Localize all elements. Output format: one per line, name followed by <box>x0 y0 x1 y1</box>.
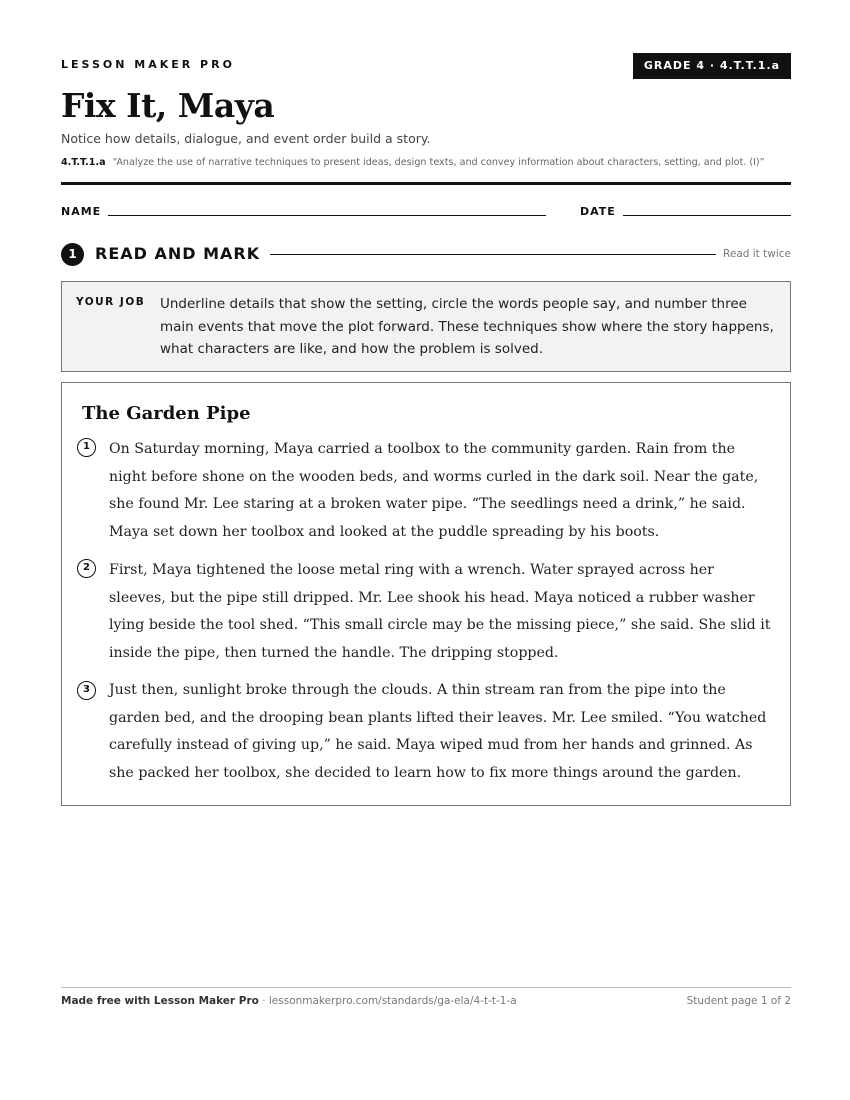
standard-line <box>61 157 791 168</box>
standard-text: “Analyze the use of narrative techniques to present ideas, design texts, and convey information about characters, setting, and plot. (I)” <box>112 157 765 168</box>
name-line[interactable] <box>108 215 546 216</box>
worksheet-page <box>61 0 791 1100</box>
story-box <box>61 382 791 806</box>
section-divider <box>270 254 716 255</box>
paragraph-number-1: 1 <box>77 438 96 457</box>
brand-name: LESSON MAKER PRO <box>61 58 235 71</box>
paragraph-number-2: 2 <box>77 559 96 578</box>
date-label: DATE <box>580 205 616 218</box>
story-paragraph-2: First, Maya tightened the loose metal ring with a wrench. Water sprayed across her sleeves, but the pipe still dripped. Mr. Lee shook his head. Maya noticed a rubber washer lying beside the tool shed. “This small circle may be the missing piece,” she said. She slid it inside the pipe, then turned the handle. The dripping stopped. <box>109 562 771 661</box>
section-note: Read it twice <box>723 248 791 260</box>
date-line[interactable] <box>623 215 791 216</box>
footer-link[interactable]: · lessonmakerpro.com/standards/ga-ela/4-t-t-1-a <box>258 995 517 1007</box>
section-number-badge: 1 <box>61 243 84 266</box>
footer-made-with: Made free with Lesson Maker Pro <box>61 995 259 1007</box>
grade-badge: GRADE 4 · 4.T.T.1.a <box>633 53 791 79</box>
instructions-label: YOUR JOB <box>76 296 146 308</box>
story-paragraph-3: Just then, sunlight broke through the clouds. A thin stream ran from the pipe into the garden bed, and the drooping bean plants lifted their leaves. Mr. Lee smiled. “You watched carefully instead of giving up,” he said. Maya wiped mud from her hands and grinned. As she packed her toolbox, she decided to learn how to fix more things around the garden. <box>109 682 767 781</box>
page-title: Fix It, Maya <box>61 86 275 125</box>
header-divider <box>61 182 791 185</box>
instructions-text: Underline details that show the setting, circle the words people say, and number three main events that move the plot forward. These techniques show where the story happens, what characters are like, and how the problem is solved. <box>160 296 774 357</box>
story-paragraph-1: On Saturday morning, Maya carried a toolbox to the community garden. Rain from the night before shone on the wooden beds, and worms curled in the dark soil. Near the gate, she found Mr. Lee staring at a broken water pipe. “The seedlings need a drink,” he said. Maya set down her toolbox and looked at the puddle spreading by his boots. <box>109 441 759 540</box>
footer-page-number: Student page 1 of 2 <box>686 995 791 1007</box>
footer-divider <box>61 987 791 988</box>
instructions-box <box>61 281 791 372</box>
standard-code: 4.T.T.1.a <box>61 157 106 168</box>
paragraph-number-3: 3 <box>77 681 96 700</box>
section-title: READ AND MARK <box>95 244 261 263</box>
name-label: NAME <box>61 205 102 218</box>
page-subtitle: Notice how details, dialogue, and event order build a story. <box>61 131 431 146</box>
footer-credit <box>61 995 517 1007</box>
story-title: The Garden Pipe <box>82 403 251 424</box>
